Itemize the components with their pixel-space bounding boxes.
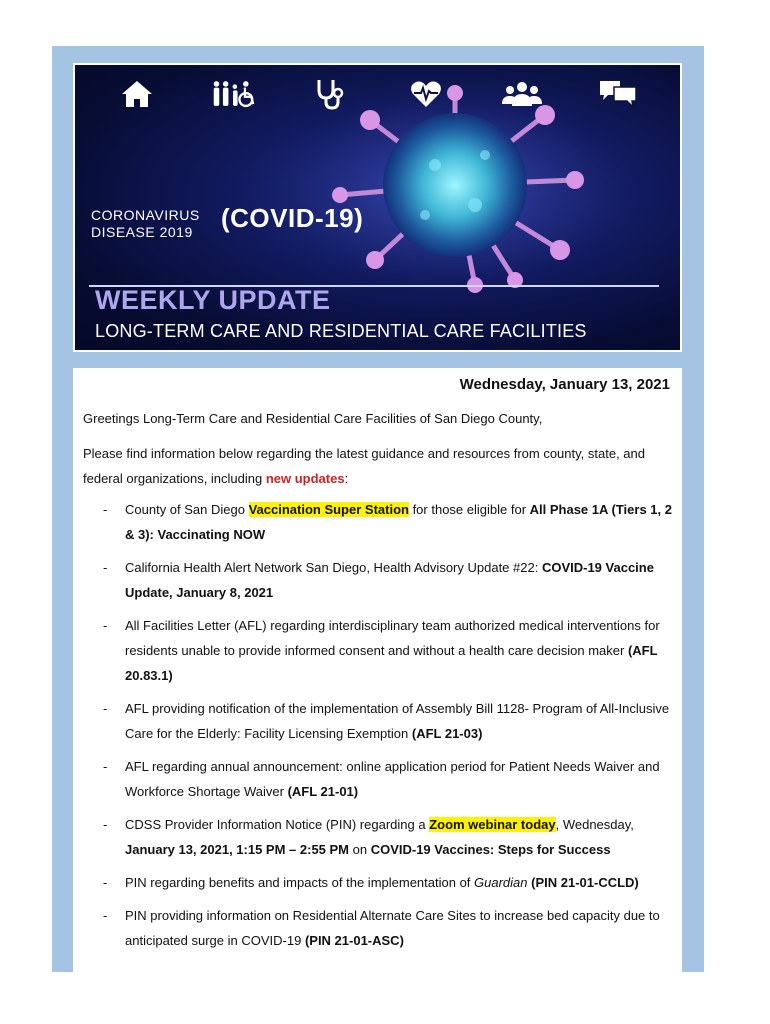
newsletter-date: Wednesday, January 13, 2021 bbox=[459, 376, 670, 393]
banner-image bbox=[75, 65, 680, 350]
updates-list bbox=[83, 497, 672, 953]
afl-20-83-1-link[interactable]: (AFL 20.83.1) bbox=[125, 643, 658, 683]
coronavirus-label bbox=[91, 207, 200, 241]
list-item bbox=[83, 812, 672, 862]
zoom-webinar-link[interactable]: Zoom webinar today bbox=[429, 817, 556, 832]
item-text: PIN providing information on Residential Alternate Care Sites to increase bed capacity due to anticipated surge in COVID-19 bbox=[125, 908, 660, 948]
item-text: All Facilities Letter (AFL) regarding interdisciplinary team authorized medical interventions for residents unable to provide informed consent and without a health care decision maker bbox=[125, 618, 660, 658]
item-text: AFL providing notification of the implementation of Assembly Bill 1128- Program of All-Inclusive Care for the Elderly: Facility Licensing Exemption bbox=[125, 701, 670, 741]
afl-21-03-link[interactable]: (AFL 21-03) bbox=[411, 726, 483, 741]
pin-21-01-asc-link[interactable]: (PIN 21-01-ASC) bbox=[304, 933, 404, 948]
list-item bbox=[83, 903, 672, 953]
item-text: CDSS Provider Information Notice (PIN) regarding a bbox=[125, 817, 430, 832]
ltc-subtitle: LONG-TERM CARE AND RESIDENTIAL CARE FACILITIES bbox=[95, 321, 587, 341]
intro-end: : bbox=[344, 471, 349, 486]
vaccines-steps-link[interactable]: COVID-19 Vaccines: Steps for Success bbox=[370, 842, 611, 857]
item-text: for those eligible for bbox=[408, 502, 530, 517]
intro-text: Please find information below regarding the latest guidance and resources from county, state, and federal organizations, including bbox=[83, 446, 645, 486]
list-item bbox=[83, 696, 672, 746]
item-bold: All Phase 1A (Tiers 1, 2 & 3): Vaccinating NOW bbox=[125, 502, 672, 542]
bullet-dash: - bbox=[103, 875, 108, 890]
item-text: County of San Diego bbox=[125, 502, 249, 517]
item-text: AFL regarding annual announcement: online application period for Patient Needs Waiver and Workforce Shortage Waiver bbox=[125, 759, 660, 799]
stethoscope-icon[interactable] bbox=[307, 74, 351, 114]
icon-nav-bar bbox=[75, 65, 680, 123]
item-text: California Health Alert Network San Diego, Health Advisory Update #22: bbox=[125, 560, 542, 575]
header-banner bbox=[73, 63, 682, 352]
bullet-dash: - bbox=[103, 759, 108, 774]
list-item bbox=[83, 497, 672, 547]
weekly-update-title: WEEKLY UPDATE bbox=[95, 285, 331, 315]
bullet-dash: - bbox=[103, 817, 108, 832]
coronavirus-line2: DISEASE 2019 bbox=[91, 224, 193, 240]
item-text: , Wednesday, bbox=[555, 817, 634, 832]
new-updates-highlight: new updates bbox=[265, 471, 345, 486]
item-text: PIN regarding benefits and impacts of the implementation of bbox=[125, 875, 475, 890]
bullet-dash: - bbox=[103, 618, 108, 633]
list-item bbox=[83, 754, 672, 804]
list-item bbox=[83, 613, 672, 688]
bullet-dash: - bbox=[103, 560, 108, 575]
greeting: Greetings Long-Term Care and Residential Care Facilities of San Diego County, bbox=[83, 411, 543, 426]
home-icon[interactable] bbox=[115, 74, 159, 114]
covid-title: (COVID-19) bbox=[221, 203, 364, 233]
people-group-icon[interactable] bbox=[500, 74, 544, 114]
webinar-datetime: January 13, 2021, 1:15 PM – 2:55 PM bbox=[125, 842, 350, 857]
list-item bbox=[83, 555, 672, 605]
family-accessibility-icon[interactable] bbox=[211, 74, 255, 114]
list-item bbox=[83, 870, 672, 895]
afl-21-01-link[interactable]: (AFL 21-01) bbox=[287, 784, 359, 799]
guardian-italic: Guardian bbox=[474, 875, 528, 890]
bullet-dash: - bbox=[103, 502, 108, 517]
chat-bubbles-icon[interactable] bbox=[596, 74, 640, 114]
bullet-dash: - bbox=[103, 701, 108, 716]
coronavirus-line1: CORONAVIRUS bbox=[91, 207, 200, 223]
intro-paragraph bbox=[83, 441, 672, 491]
bullet-dash: - bbox=[103, 908, 108, 923]
item-text: on bbox=[349, 842, 371, 857]
newsletter-body bbox=[73, 368, 682, 972]
pin-21-01-ccld-link[interactable]: (PIN 21-01-CCLD) bbox=[531, 875, 639, 890]
vaccination-super-station-link[interactable]: Vaccination Super Station bbox=[248, 502, 409, 517]
covid19-vaccine-update-link[interactable]: COVID-19 Vaccine Update, January 8, 2021 bbox=[125, 560, 654, 600]
heart-pulse-icon[interactable] bbox=[404, 74, 448, 114]
